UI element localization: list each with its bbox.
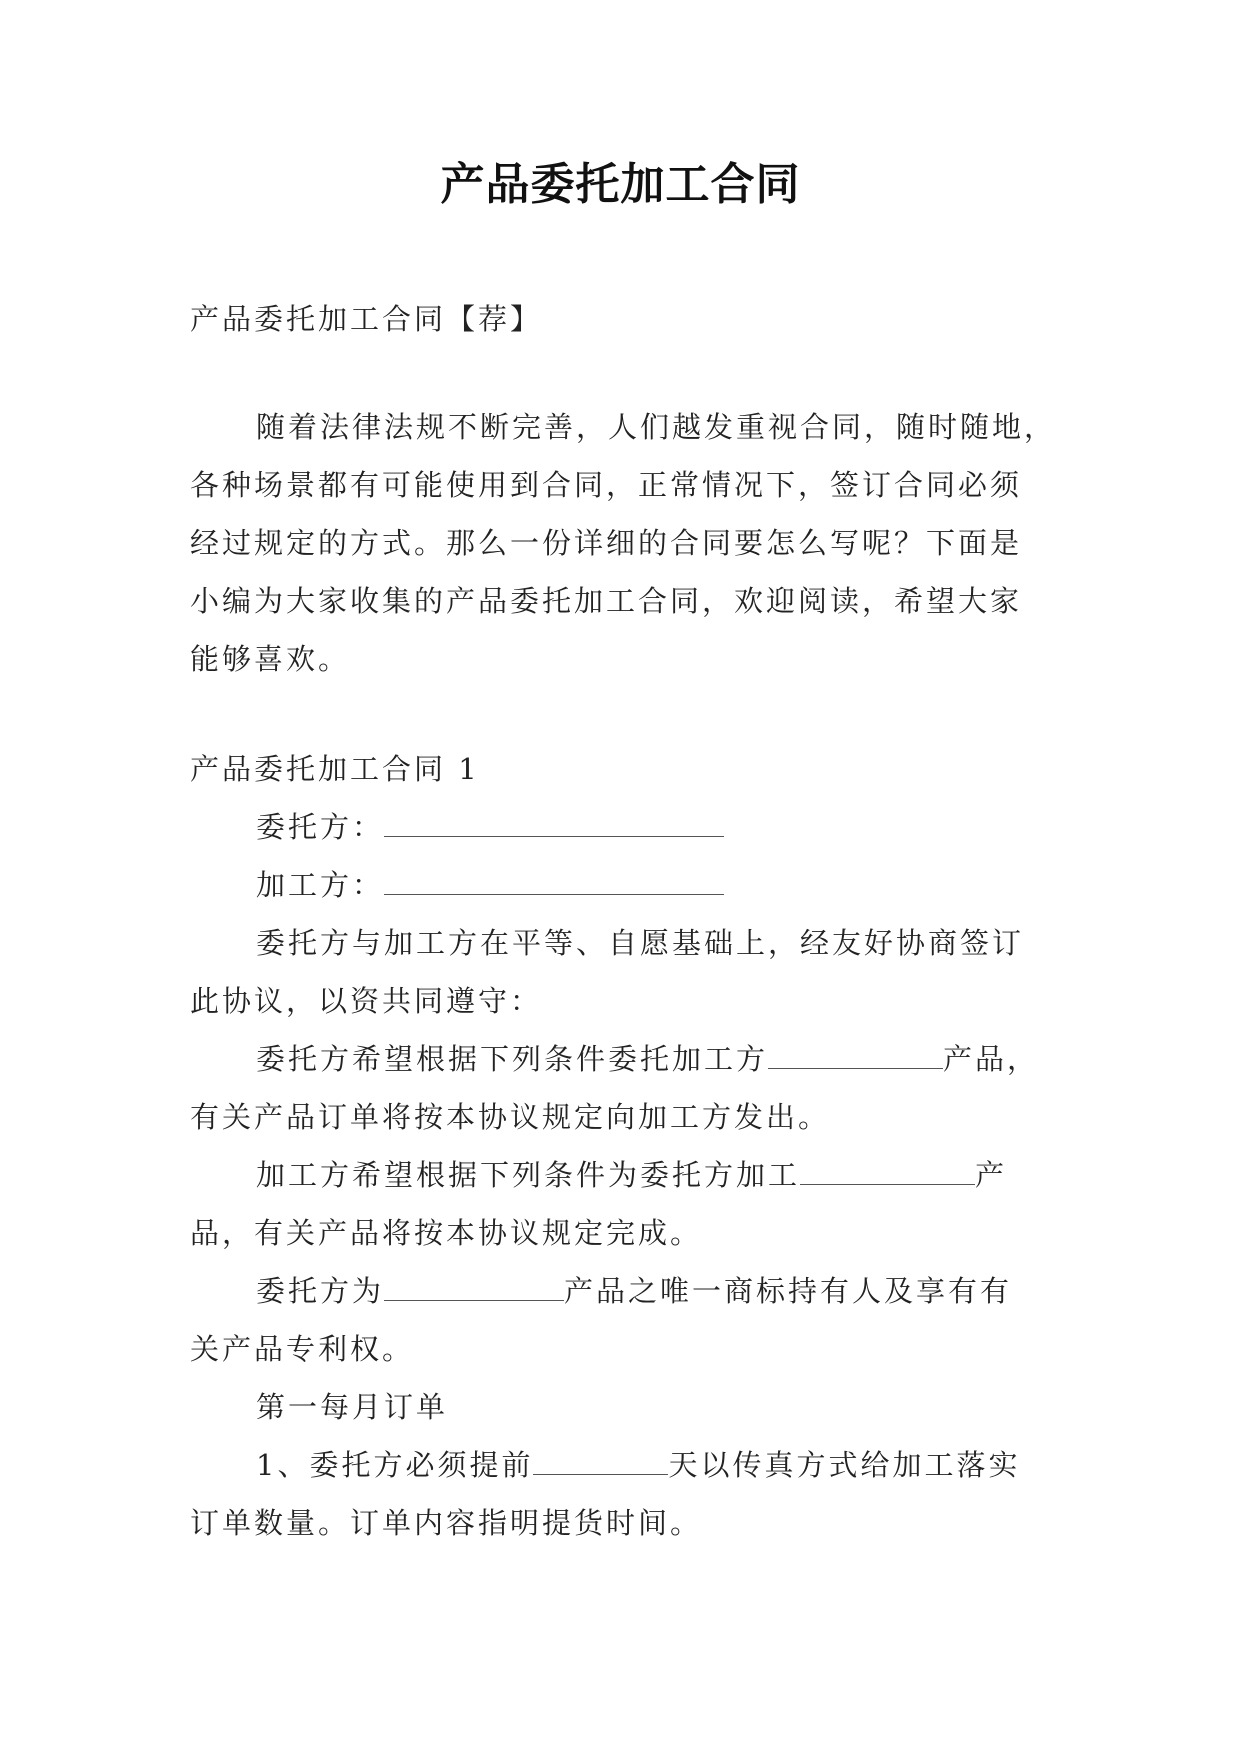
clause1-text-post: 产品， [943, 1042, 1040, 1076]
agreement-line-2: 此协议，以资共同遵守： [190, 984, 543, 1018]
item1-blank [533, 1452, 668, 1475]
section-heading: 产品委托加工合同 1 [190, 752, 480, 786]
clause2-text-post: 产 [975, 1158, 1008, 1192]
spacer [190, 348, 1060, 398]
party-a-label: 委托方： [256, 810, 385, 844]
agreement-line-1: 委托方与加工方在平等、自愿基础上，经友好协商签订 [256, 926, 1025, 960]
spacer [190, 688, 1060, 740]
document-body [190, 290, 1060, 1552]
clause1-line-2: 有关产品订单将按本协议规定向加工方发出。 [190, 1100, 831, 1134]
item1-text-pre: 1、委托方必须提前 [256, 1448, 534, 1482]
clause3-blank [384, 1278, 564, 1301]
document-title: 产品委托加工合同 [440, 159, 801, 210]
clause2-text-pre: 加工方希望根据下列条件为委托方加工 [256, 1158, 801, 1192]
item1-line-2: 订单数量。订单内容指明提货时间。 [190, 1506, 703, 1540]
document-subtitle: 产品委托加工合同【荐】 [190, 302, 543, 336]
clause2-line-1 [190, 1146, 1060, 1204]
party-b-blank [384, 872, 724, 895]
clause1-line-1 [190, 1030, 1060, 1088]
clause3-text-post: 产品之唯一商标持有人及享有有 [564, 1274, 1013, 1308]
clause3-line-2: 关产品专利权。 [190, 1332, 415, 1366]
item1-text-post: 天以传真方式给加工落实 [668, 1448, 1021, 1482]
clause3-line-1 [190, 1262, 1060, 1320]
article-heading: 第一每月订单 [256, 1390, 449, 1424]
intro-line-4: 小编为大家收集的产品委托加工合同，欢迎阅读，希望大家 [190, 584, 1023, 618]
clause2-blank [800, 1162, 975, 1185]
clause1-text-pre: 委托方希望根据下列条件委托加工方 [256, 1042, 769, 1076]
item1-line-1 [190, 1436, 1060, 1494]
party-a-line [190, 798, 1060, 856]
clause1-blank [768, 1046, 943, 1069]
intro-line-1: 随着法律法规不断完善，人们越发重视合同，随时随地， [256, 410, 1057, 444]
party-a-blank [384, 814, 724, 837]
intro-line-3: 经过规定的方式。那么一份详细的合同要怎么写呢？下面是 [190, 526, 1023, 560]
intro-line-5: 能够喜欢。 [190, 642, 351, 676]
clause2-line-2: 品，有关产品将按本协议规定完成。 [190, 1216, 703, 1250]
clause3-text-pre: 委托方为 [256, 1274, 385, 1308]
party-b-label: 加工方： [256, 868, 385, 902]
party-b-line [190, 856, 1060, 914]
intro-line-2: 各种场景都有可能使用到合同，正常情况下，签订合同必须 [190, 468, 1023, 502]
